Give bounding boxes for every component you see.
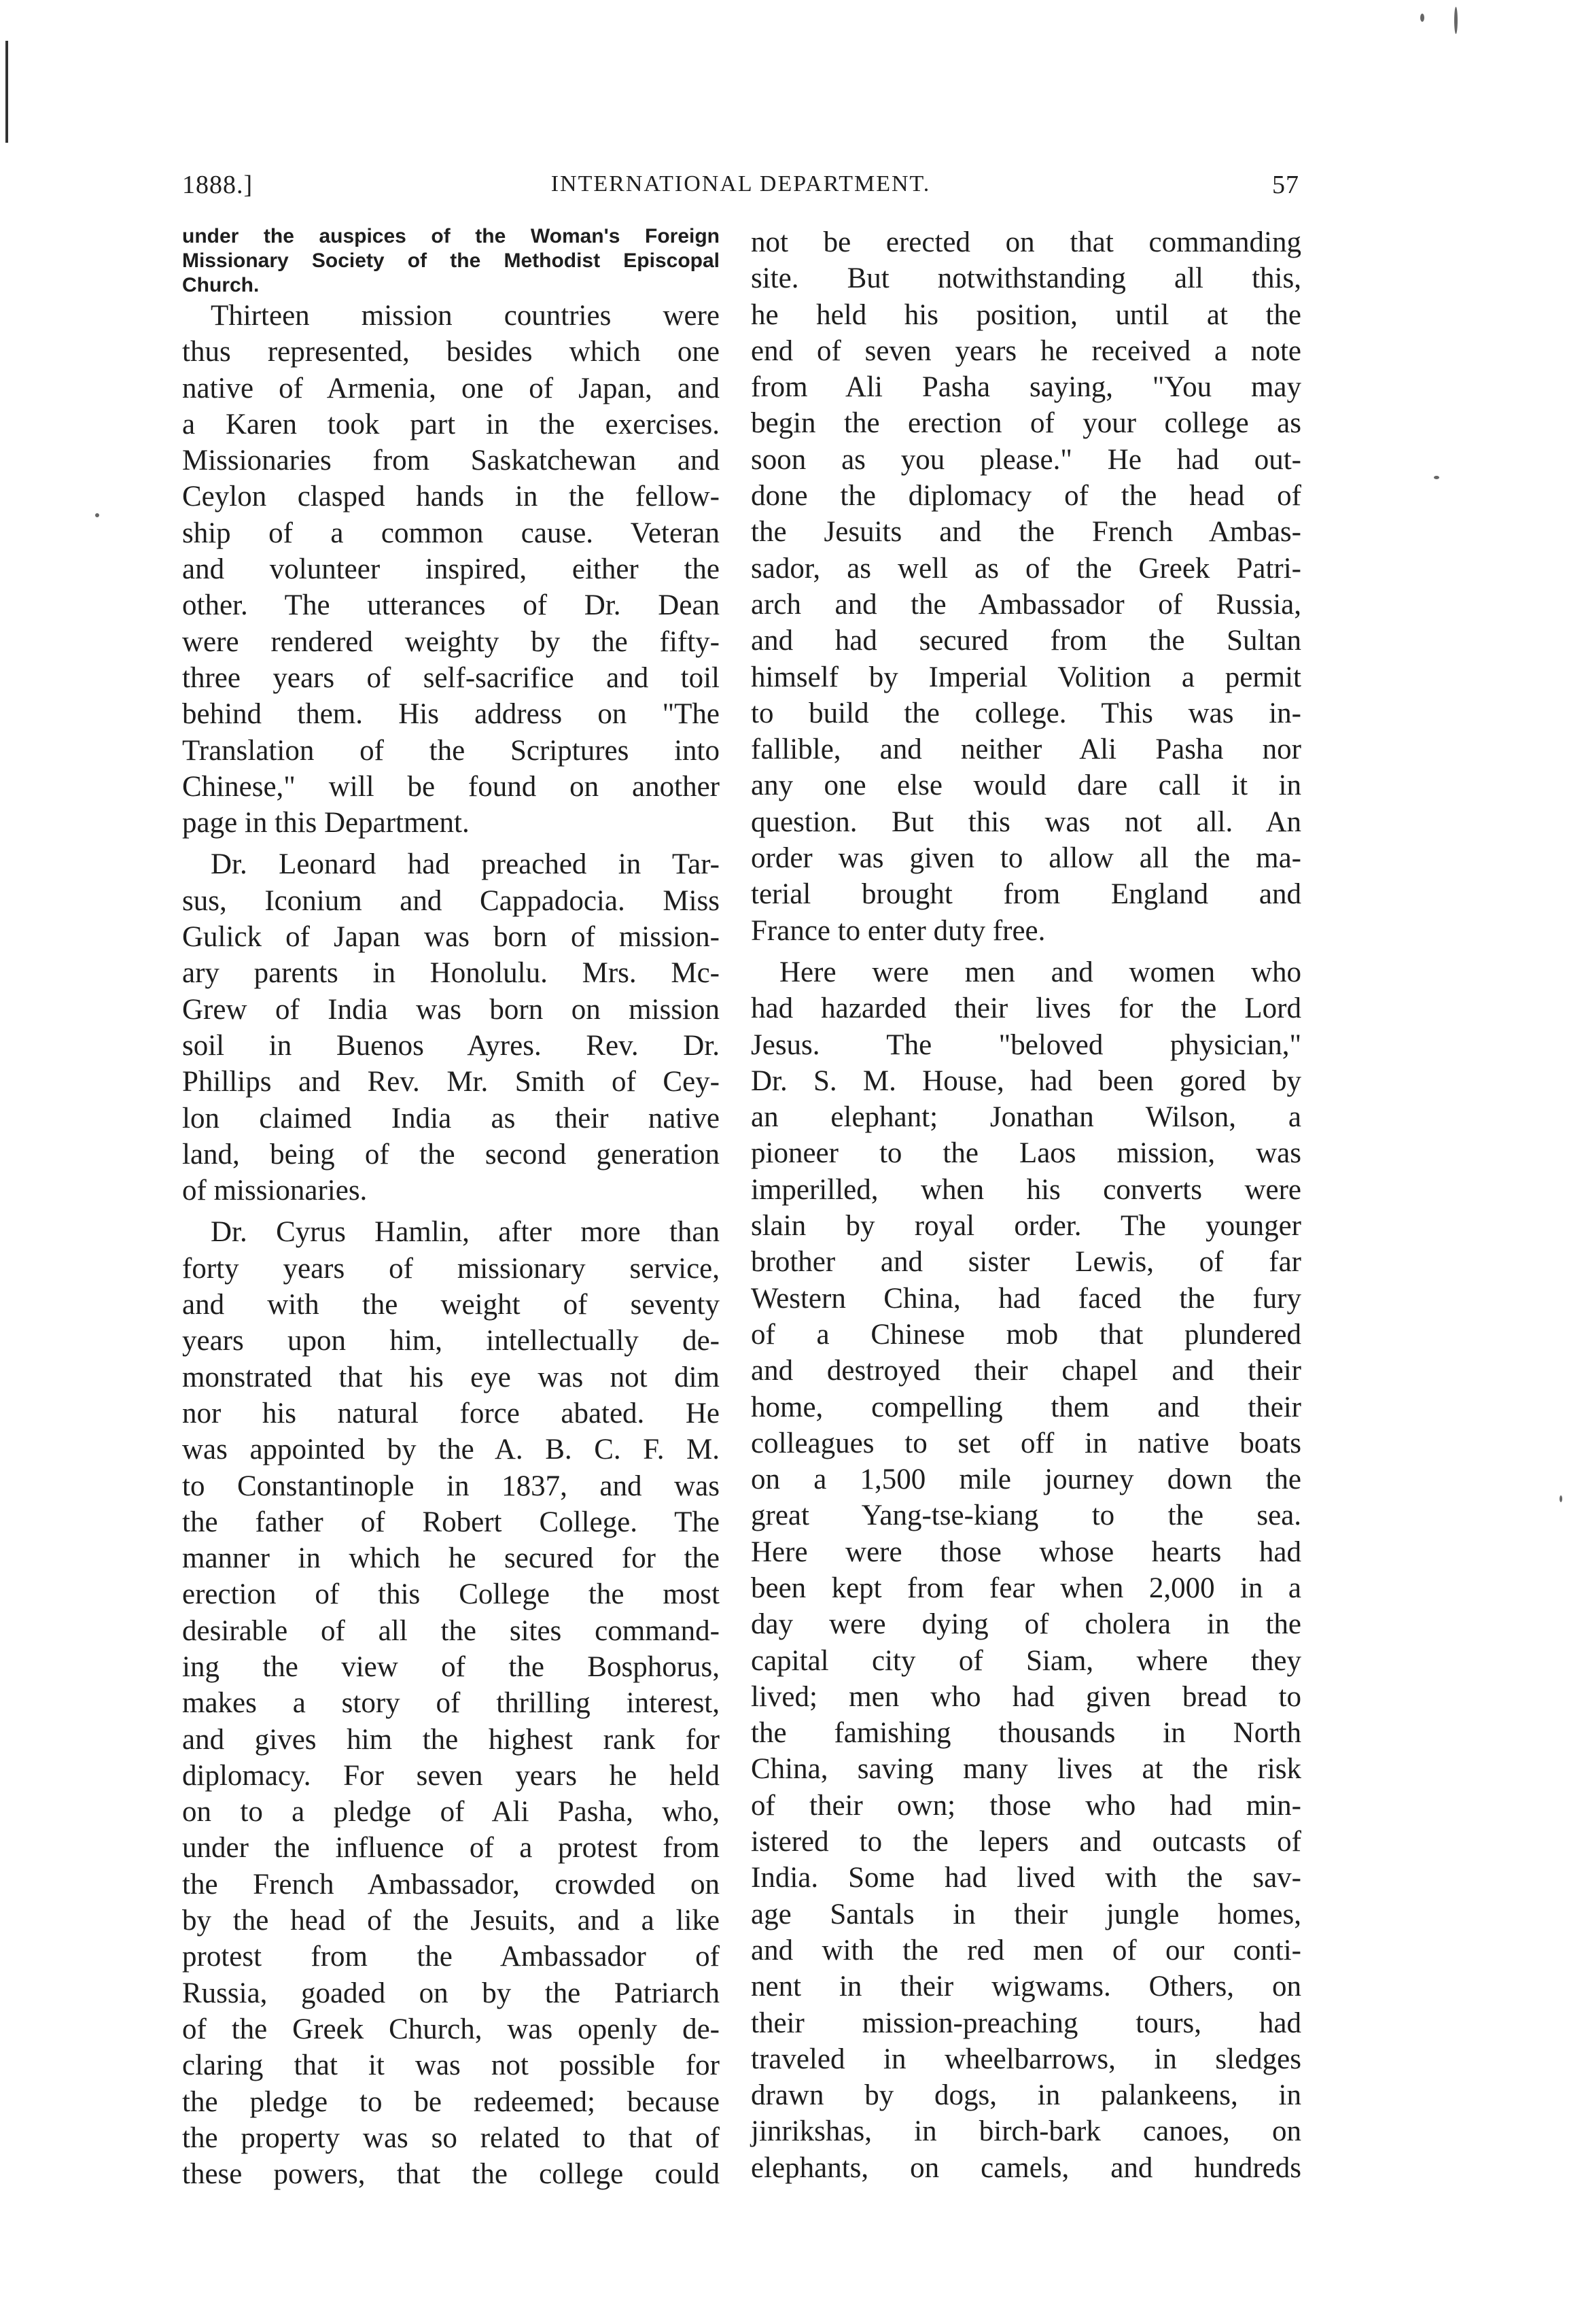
text-line: was appointed by the A. B. C. F. M. bbox=[182, 1434, 720, 1466]
text-line: Ceylon clasped hands in the fellow- bbox=[182, 481, 720, 513]
text-line: sador, as well as of the Greek Patri- bbox=[751, 552, 1301, 585]
text-line: Here were men and women who bbox=[779, 956, 1301, 988]
text-line: begin the erection of your college as bbox=[751, 407, 1301, 440]
text-line: great Yang-tse-kiang to the sea. bbox=[751, 1499, 1301, 1532]
text-line: on a 1,500 mile journey down the bbox=[751, 1463, 1301, 1496]
text-line: soil in Buenos Ayres. Rev. Dr. bbox=[182, 1029, 720, 1062]
text-line: of their own; those who had min- bbox=[751, 1789, 1301, 1822]
text-line: of the Greek Church, was openly de- bbox=[182, 2013, 720, 2045]
text-line: Thirteen mission countries were bbox=[211, 300, 720, 332]
ink-speck bbox=[1420, 14, 1424, 22]
text-line: manner in which he secured for the bbox=[182, 1542, 720, 1575]
text-line: desirable of all the sites command- bbox=[182, 1614, 720, 1647]
left-column bbox=[182, 224, 720, 2192]
text-line: a Karen took part in the exercises. bbox=[182, 408, 720, 440]
text-line: elephants, on camels, and hundreds bbox=[751, 2151, 1301, 2184]
text-line: makes a story of thrilling interest, bbox=[182, 1687, 720, 1720]
text-line: home, compelling them and their bbox=[751, 1391, 1301, 1423]
text-line: end of seven years he received a note bbox=[751, 334, 1301, 367]
text-line: on to a pledge of Ali Pasha, who, bbox=[182, 1796, 720, 1828]
text-line: Grew of India was born on mission bbox=[182, 993, 720, 1026]
ink-speck bbox=[1454, 7, 1458, 34]
text-line: the father of Robert College. The bbox=[182, 1506, 720, 1538]
text-line: been kept from fear when 2,000 in a bbox=[751, 1572, 1301, 1604]
text-line: nor his natural force abated. He bbox=[182, 1397, 720, 1429]
text-line: to Constantinople in 1837, and was bbox=[182, 1470, 720, 1502]
text-line: Dr. Leonard had preached in Tar- bbox=[211, 848, 720, 881]
text-line: Chinese," will be found on another bbox=[182, 770, 720, 803]
text-line: slain by royal order. The younger bbox=[751, 1210, 1301, 1243]
text-line: capital city of Siam, where they bbox=[751, 1644, 1301, 1677]
text-line: Missionaries from Saskatchewan and bbox=[182, 445, 720, 477]
text-line: monstrated that his eye was not dim bbox=[182, 1361, 720, 1393]
text-line: Translation of the Scriptures into bbox=[182, 734, 720, 767]
text-line: he held his position, until at the bbox=[751, 298, 1301, 331]
ink-speck bbox=[95, 513, 99, 517]
paragraph bbox=[751, 954, 1301, 2186]
page-number: 57 bbox=[1272, 171, 1299, 199]
text-line: and had secured from the Sultan bbox=[751, 625, 1301, 657]
text-line: Dr. Cyrus Hamlin, after more than bbox=[211, 1216, 720, 1249]
text-line: France to enter duty free. bbox=[751, 914, 1046, 947]
text-line: of missionaries. bbox=[182, 1175, 368, 1207]
text-line: brother and sister Lewis, of far bbox=[751, 1246, 1301, 1279]
text-line: to build the college. This was in- bbox=[751, 697, 1301, 729]
text-line: order was given to allow all the ma- bbox=[751, 842, 1301, 875]
paragraph bbox=[751, 224, 1301, 949]
text-line: from Ali Pasha saying, "You may bbox=[751, 371, 1301, 404]
text-line: Dr. S. M. House, had been gored by bbox=[751, 1064, 1301, 1097]
text-line: ary parents in Honolulu. Mrs. Mc- bbox=[182, 957, 720, 990]
text-line: three years of self-sacrifice and toil bbox=[182, 661, 720, 694]
text-line: and with the red men of our conti- bbox=[751, 1934, 1301, 1966]
text-line: Phillips and Rev. Mr. Smith of Cey- bbox=[182, 1066, 720, 1098]
ink-speck bbox=[1560, 1495, 1562, 1502]
text-line: the French Ambassador, crowded on bbox=[182, 1868, 720, 1901]
text-line: fallible, and neither Ali Pasha nor bbox=[751, 733, 1301, 766]
text-line: drawn by dogs, in palankeens, in bbox=[751, 2079, 1301, 2112]
text-line: forty years of missionary service, bbox=[182, 1252, 720, 1285]
ink-speck bbox=[1434, 476, 1439, 479]
text-line: and with the weight of seventy bbox=[182, 1289, 720, 1321]
text-line: terial brought from England and bbox=[751, 878, 1301, 911]
paragraph-gap bbox=[182, 1209, 720, 1214]
text-line: these powers, that the college could bbox=[182, 2158, 720, 2191]
paragraph bbox=[182, 298, 720, 841]
text-line: arch and the Ambassador of Russia, bbox=[751, 588, 1301, 621]
text-line: claring that it was not possible for bbox=[182, 2049, 720, 2082]
text-line: page in this Department. bbox=[182, 807, 470, 839]
running-header bbox=[182, 170, 1299, 211]
text-line: traveled in wheelbarrows, in sledges bbox=[751, 2043, 1301, 2075]
text-line: jinrikshas, in birch-bark canoes, on bbox=[751, 2115, 1301, 2148]
text-line: years upon him, intellectually de- bbox=[182, 1325, 720, 1357]
text-line: soon as you please." He had out- bbox=[751, 443, 1301, 476]
right-column bbox=[751, 224, 1301, 2186]
text-line: Here were those whose hearts had bbox=[751, 1536, 1301, 1568]
text-line: other. The utterances of Dr. Dean bbox=[182, 589, 720, 622]
text-line: their mission-preaching tours, had bbox=[751, 2007, 1301, 2039]
text-line: Western China, had faced the fury bbox=[751, 1282, 1301, 1315]
text-line: Russia, goaded on by the Patriarch bbox=[182, 1977, 720, 2009]
paragraph bbox=[182, 846, 720, 1209]
text-line: and volunteer inspired, either the bbox=[182, 553, 720, 586]
text-line: site. But notwithstanding all this, bbox=[751, 262, 1301, 295]
text-line: an elephant; Jonathan Wilson, a bbox=[751, 1101, 1301, 1134]
text-line: imperilled, when his converts were bbox=[751, 1173, 1301, 1206]
text-line: the pledge to be redeemed; because bbox=[182, 2085, 720, 2118]
text-line: ship of a common cause. Veteran bbox=[182, 517, 720, 549]
paragraph-gap bbox=[182, 841, 720, 846]
text-line: day were dying of cholera in the bbox=[751, 1608, 1301, 1641]
text-line: question. But this was not all. An bbox=[751, 805, 1301, 838]
paragraph-gap bbox=[751, 949, 1301, 954]
text-line: China, saving many lives at the risk bbox=[751, 1753, 1301, 1786]
text-line: of a Chinese mob that plundered bbox=[751, 1318, 1301, 1351]
text-line: ing the view of the Bosphorus, bbox=[182, 1650, 720, 1683]
text-line: were rendered weighty by the fifty- bbox=[182, 625, 720, 658]
text-line: and destroyed their chapel and their bbox=[751, 1355, 1301, 1387]
text-line: sus, Iconium and Cappadocia. Miss bbox=[182, 884, 720, 917]
text-line: native of Armenia, one of Japan, and bbox=[182, 372, 720, 404]
text-line: under the influence of a protest from bbox=[182, 1832, 720, 1865]
paragraph bbox=[182, 1214, 720, 2192]
text-line: himself by Imperial Volition a permit bbox=[751, 661, 1301, 693]
text-line: under the auspices of the Woman's Foreign bbox=[182, 225, 720, 247]
text-line: by the head of the Jesuits, and a like bbox=[182, 1905, 720, 1937]
text-line: and gives him the highest rank for bbox=[182, 1723, 720, 1756]
text-line: Church. bbox=[182, 274, 260, 296]
text-line: the Jesuits and the French Ambas- bbox=[751, 516, 1301, 549]
text-line: any one else would dare call it in bbox=[751, 769, 1301, 802]
text-line: lon claimed India as their native bbox=[182, 1102, 720, 1134]
text-line: Jesus. The "beloved physician," bbox=[751, 1028, 1301, 1061]
text-line: Missionary Society of the Methodist Episcopal bbox=[182, 249, 720, 272]
text-line: istered to the lepers and outcasts of bbox=[751, 1826, 1301, 1858]
text-line: colleagues to set off in native boats bbox=[751, 1427, 1301, 1459]
text-line: done the diplomacy of the head of bbox=[751, 480, 1301, 513]
text-line: lived; men who had given bread to bbox=[751, 1680, 1301, 1713]
text-line: nent in their wigwams. Others, on bbox=[751, 1971, 1301, 2003]
text-line: land, being of the second generation bbox=[182, 1138, 720, 1170]
text-line: Gulick of Japan was born of mission- bbox=[182, 921, 720, 954]
header-year: 1888.] bbox=[182, 171, 253, 199]
text-line: pioneer to the Laos mission, was bbox=[751, 1137, 1301, 1170]
text-line: thus represented, besides which one bbox=[182, 336, 720, 368]
text-line: not be erected on that commanding bbox=[751, 226, 1301, 258]
text-line: had hazarded their lives for the Lord bbox=[751, 992, 1301, 1025]
header-title: INTERNATIONAL DEPARTMENT. bbox=[550, 171, 931, 196]
text-line: the property was so related to that of bbox=[182, 2121, 720, 2154]
text-line: the famishing thousands in North bbox=[751, 1717, 1301, 1750]
text-line: behind them. His address on "The bbox=[182, 698, 720, 731]
text-line: protest from the Ambassador of bbox=[182, 1941, 720, 1973]
text-line: age Santals in their jungle homes, bbox=[751, 1898, 1301, 1930]
page-edge-mark bbox=[5, 41, 8, 143]
text-line: diplomacy. For seven years he held bbox=[182, 1759, 720, 1792]
text-line: erection of this College the most bbox=[182, 1578, 720, 1611]
text-line: India. Some had lived with the sav- bbox=[751, 1862, 1301, 1894]
